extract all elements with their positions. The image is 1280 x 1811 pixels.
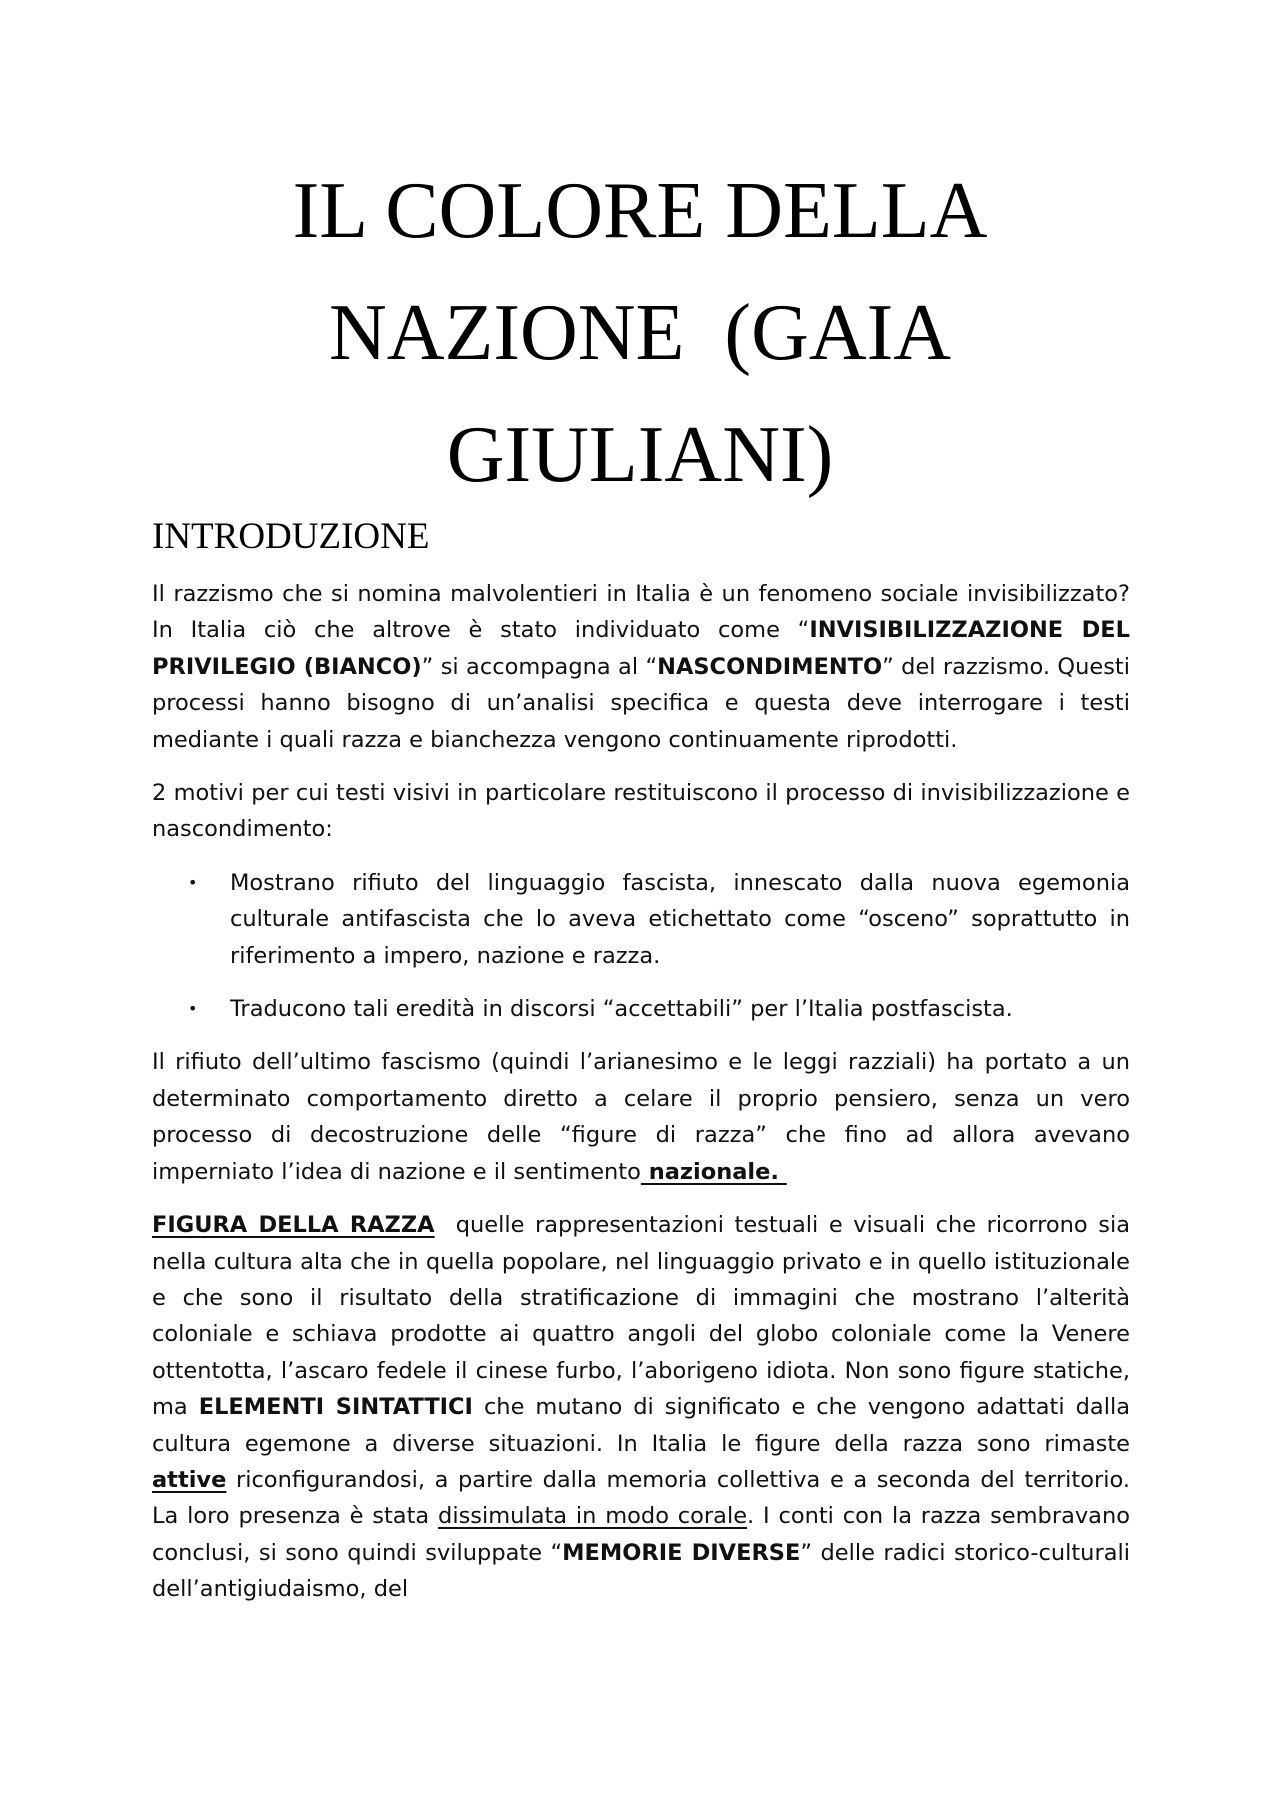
p4-underline-dissimulata: dissimulata in modo corale	[438, 1503, 748, 1530]
list-item	[152, 991, 1130, 1027]
bullet-list	[152, 865, 1130, 1028]
p4-term-figura-della-razza: FIGURA DELLA RAZZA	[152, 1212, 435, 1239]
p4-text-d: riconfigurandosi, a partire dalla memoria collettiva e a seconda del territorio. La loro presenza è stata	[152, 1466, 1130, 1530]
paragraph-3	[152, 1044, 1130, 1190]
list-item	[152, 865, 1130, 974]
list-item-text: Mostrano rifiuto del linguaggio fascista, innescato dalla nuova egemonia culturale antifascista che lo aveva etichettato come “osceno” soprattutto in riferimento a impero, nazione e razza.	[230, 869, 1130, 969]
document-title	[150, 150, 1130, 516]
paragraph-2: 2 motivi per cui testi visivi in particolare restituiscono il processo di invisibilizzazione e nascondimento:	[152, 780, 1130, 843]
title-line-1: IL COLORE DELLA	[292, 167, 988, 255]
p1-text-a: Il razzismo che si nomina malvolentieri in Italia è un fenomeno sociale invisibilizzato? In Italia ciò che altrove è stato individuato come “	[152, 581, 1130, 644]
bullet-icon: •	[188, 872, 198, 892]
p1-text-d: ” del razzismo. Questi processi hanno bisogno di un’analisi specifica e questa deve interrogare i testi mediante i quali razza e bianchezza vengono continuamente riprodotti.	[152, 653, 1130, 753]
p4-text-c: che mutano di significato e che vengono adattati dalla cultura egemone a diverse situazioni. In Italia le figure della razza sono rimaste	[152, 1394, 1130, 1457]
list-item-text: Traducono tali eredità in discorsi “accettabili” per l’Italia postfascista.	[230, 996, 1013, 1023]
p1-text-c: ” si accompagna al “	[421, 653, 658, 680]
p3-text-a: Il rifiuto dell’ultimo fascismo (quindi l’arianesimo e le leggi razziali) ha portato a un determinato comportamento diretto a celare il proprio pensiero, senza un vero processo di decostruzione delle “figure di razza” che fino ad allora avevano imperniato l’idea di nazione e il sentimento	[152, 1049, 1130, 1185]
title-line-2: NAZIONE (GAIA	[328, 289, 952, 377]
p1-bold-privilegio: INVISIBILIZZAZIONE DEL PRIVILEGIO (BIANCO)	[152, 617, 1130, 680]
paragraph-4	[152, 1207, 1138, 1607]
p3-bold-nazionale: nazionale.	[640, 1158, 787, 1185]
p1-bold-nascondimento: NASCONDIMENTO	[657, 653, 883, 680]
p4-text-e: . I conti con la razza sembravano conclusi, si sono quindi sviluppate “	[152, 1503, 1130, 1566]
bullet-icon: •	[188, 999, 198, 1019]
title-line-3: GIULIANI)	[446, 411, 834, 499]
section-heading: INTRODUZIONE	[152, 516, 430, 557]
p4-text-a: quelle rappresentazioni testuali e visuali che ricorrono sia nella cultura alta che in quella popolare, nel linguaggio privato e in quello istituzionale e che sono il risultato della stratificazione di immagini che mostrano l’alterità coloniale e schiava prodotte ai quattro angoli del globo coloniale come la Venere ottentotta, l’ascaro fedele il cinese furbo, l’aborigeno idiota. Non sono figure statiche, ma	[152, 1212, 1138, 1421]
p4-bold-attive: attive	[152, 1466, 227, 1493]
paragraph-1	[152, 576, 1130, 758]
p4-bold-memorie-diverse: MEMORIE DIVERSE	[562, 1539, 801, 1566]
document-body	[152, 576, 1138, 1625]
p4-text-f: ” delle radici storico-culturali dell’antigiudaismo, del	[152, 1539, 1130, 1603]
p4-bold-elementi-sintattici: ELEMENTI SINTATTICI	[198, 1394, 473, 1421]
